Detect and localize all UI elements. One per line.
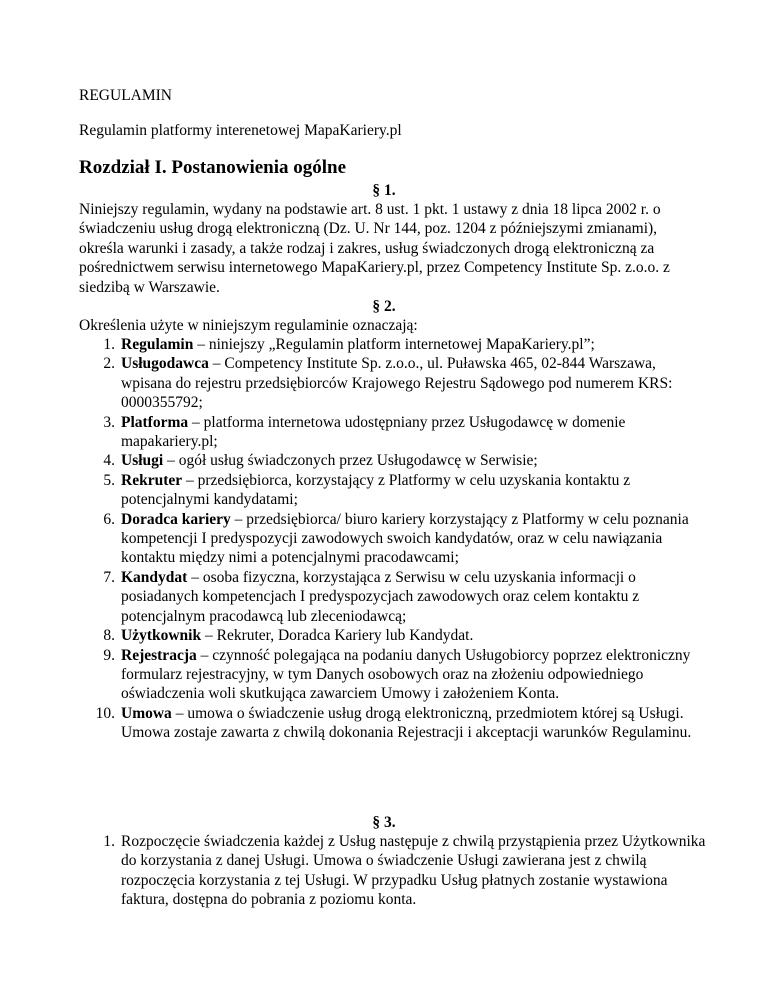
definition-number: 9. [103,646,115,664]
definition-term: Usługi [121,452,164,470]
definition-text: – przedsiębiorca/ biuro kariery korzystający z Platformy w celu poznania kompetencji I predyspozycji zawodowych swoich kandydatów, oraz w celu nawiązania kontaktu między nimi a potencjalnymi pracodawcami; [121,510,689,567]
definition-term: Platforma [121,413,189,431]
definition-text: – Rekruter, Doradca Kariery lub Kandydat. [201,627,474,645]
rule-text: Rozpoczęcie świadczenia każdej z Usług następuje z chwilą przystąpienia przez Użytkownika do korzystania z danej Usługi. Umowa o świadczenie Usługi zawierana jest z chwilą rozpoczęcia korzystania z tej Usługi. W przypadku Usług płatnych zostanie wystawiona faktura, dostępna do pobrania z poziomu konta. [121,833,706,909]
definition-text: – umowa o świadczenie usług drogą elektroniczną, przedmiotem której są Usługi. Umowa zostaje zawarta z chwilą dokonania Rejestracji i akceptacji warunków Regulaminu. [121,704,692,742]
chapter-heading: Rozdział I. Postanowienia ogólne [79,157,347,178]
section-3-sign: § 3. [372,814,396,831]
definition-text: – osoba fizyczna, korzystająca z Serwisu w celu uzyskania informacji o posiadanych kompetencjach I predyspozycjach zawodowych oraz celem kontaktu z potencjalnym pracodawcą lub zleceniodawcą; [121,568,640,625]
definitions-list [79,335,709,743]
definition-term: Regulamin [121,336,194,353]
definition-text: – ogół usług świadczonych przez Usługodawcę w Serwisie; [163,452,538,470]
definition-number: 7. [103,568,115,586]
definition-item [79,646,709,704]
definition-item [79,568,709,626]
definition-text: – czynność polegająca na podaniu danych Usługobiorcy poprzez elektroniczny formularz rejestracyjny, w tym Danych osobowych oraz na złożeniu odpowiedniego oświadczenia woli skutkująca zawarciem Umowy i założeniem Konta. [121,646,691,703]
section-1-paragraph: Niniejszy regulamin, wydany na podstawie art. 8 ust. 1 pkt. 1 ustawy z dnia 18 lipca 2002 r. o świadczeniu usług drogą elektroniczną (Dz. U. Nr 144, poz. 1204 z późniejszymi zmianami), określa warunki i zasady, a także rodzaj i zakres, usług świadczonych drogą elektroniczną za pośrednictwem serwisu internetowego MapaKariery.pl, przez Competency Institute Sp. z.o.o. z siedzibą w Warszawie. [79,201,670,296]
document-subtitle: Regulamin platformy interenetowej MapaKariery.pl [79,122,402,139]
definition-number: 2. [103,355,115,373]
section-2-sign: § 2. [372,298,396,315]
rule-item [79,832,709,910]
definition-text: – niniejszy „Regulamin platform internetowej MapaKariery.pl”; [193,336,595,353]
definition-number: 6. [103,510,115,528]
definition-text: – Competency Institute Sp. z.o.o., ul. Puławska 465, 02-844 Warszawa, wpisana do rejestru przedsiębiorców Krajowego Rejestru Sądowego pod numerem KRS: 0000355792; [121,355,673,412]
document-title: REGULAMIN [79,87,172,104]
definition-item [79,510,709,568]
definition-number: 8. [103,627,115,645]
definition-term: Kandydat [121,568,188,586]
definition-item [79,471,709,510]
definition-number: 10. [95,704,115,722]
definition-item [79,626,709,645]
definition-term: Usługodawca [121,355,209,373]
definition-item [79,413,709,452]
definition-text: – przedsiębiorca, korzystający z Platformy w celu uzyskania kontaktu z potencjalnymi kandydatami; [121,471,631,509]
definition-term: Doradca kariery [121,510,231,528]
rule-number: 1. [103,833,115,850]
definition-number: 1. [103,336,115,353]
definition-item [79,354,709,412]
definition-term: Użytkownik [121,627,202,645]
definition-term: Umowa [121,704,172,722]
section-3-list [79,832,709,910]
definition-item [79,335,709,354]
definition-text: – platforma internetowa udostępniany przez Usługodawcę w domenie mapakariery.pl; [121,413,626,451]
definition-number: 4. [103,452,115,470]
definition-item [79,704,709,743]
definition-number: 3. [103,413,115,431]
section-2-intro: Określenia użyte w niniejszym regulaminie oznaczają: [79,317,418,334]
definition-term: Rekruter [121,471,183,489]
definition-number: 5. [103,471,115,489]
definition-term: Rejestracja [121,646,197,664]
definition-item [79,451,709,470]
section-1-sign: § 1. [372,182,396,199]
